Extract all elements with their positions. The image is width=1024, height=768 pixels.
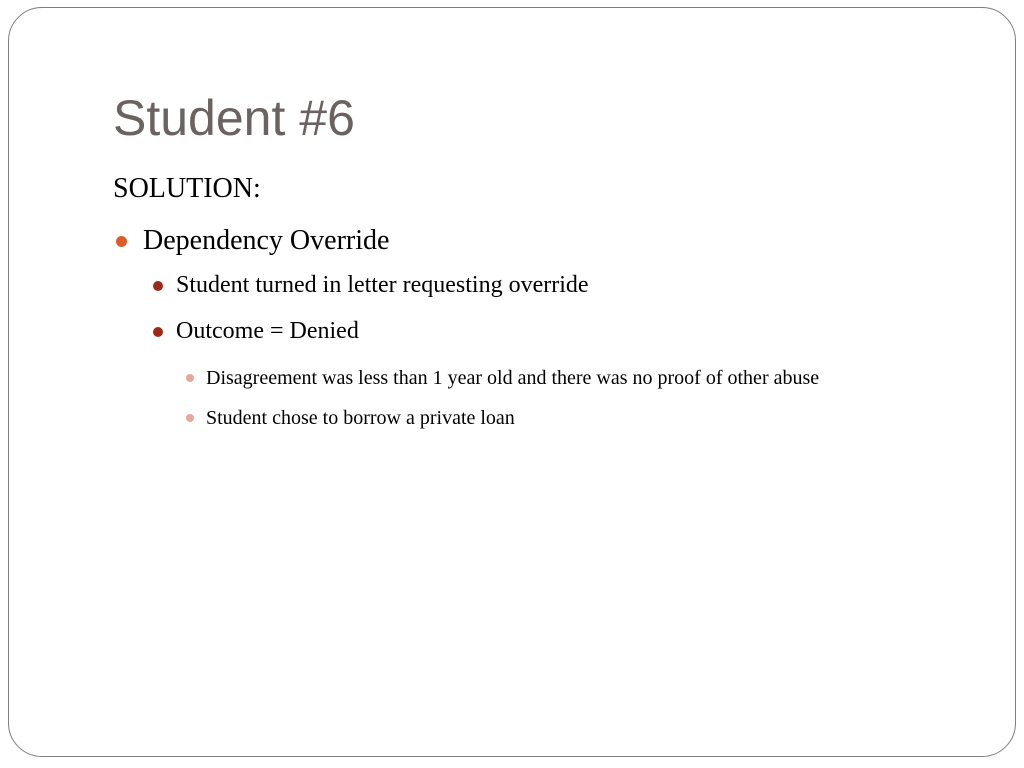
bullet-dependency-override — [113, 223, 943, 259]
bullet-dot-icon — [186, 414, 194, 422]
slide-body — [113, 171, 943, 441]
bullet-text: Student chose to borrow a private loan — [206, 407, 515, 429]
bullet-disagreement — [113, 361, 926, 395]
bullet-text: Disagreement was less than 1 year old and there was no proof of other abuse — [206, 367, 820, 389]
bullet-outcome — [113, 315, 943, 347]
bullet-text: Outcome = Denied — [176, 318, 359, 344]
slide — [8, 7, 1016, 757]
bullet-dot-icon — [116, 236, 127, 247]
slide-title: Student #6 — [113, 90, 355, 146]
bullet-dot-icon — [186, 374, 194, 382]
bullet-text: Dependency Override — [143, 225, 390, 256]
bullet-dot-icon — [153, 281, 163, 291]
bullet-letter-request — [113, 269, 943, 301]
bullet-private-loan — [113, 401, 926, 435]
solution-heading: SOLUTION: — [113, 173, 261, 204]
bullet-dot-icon — [153, 327, 163, 337]
bullet-text: Student turned in letter requesting override — [176, 272, 589, 298]
